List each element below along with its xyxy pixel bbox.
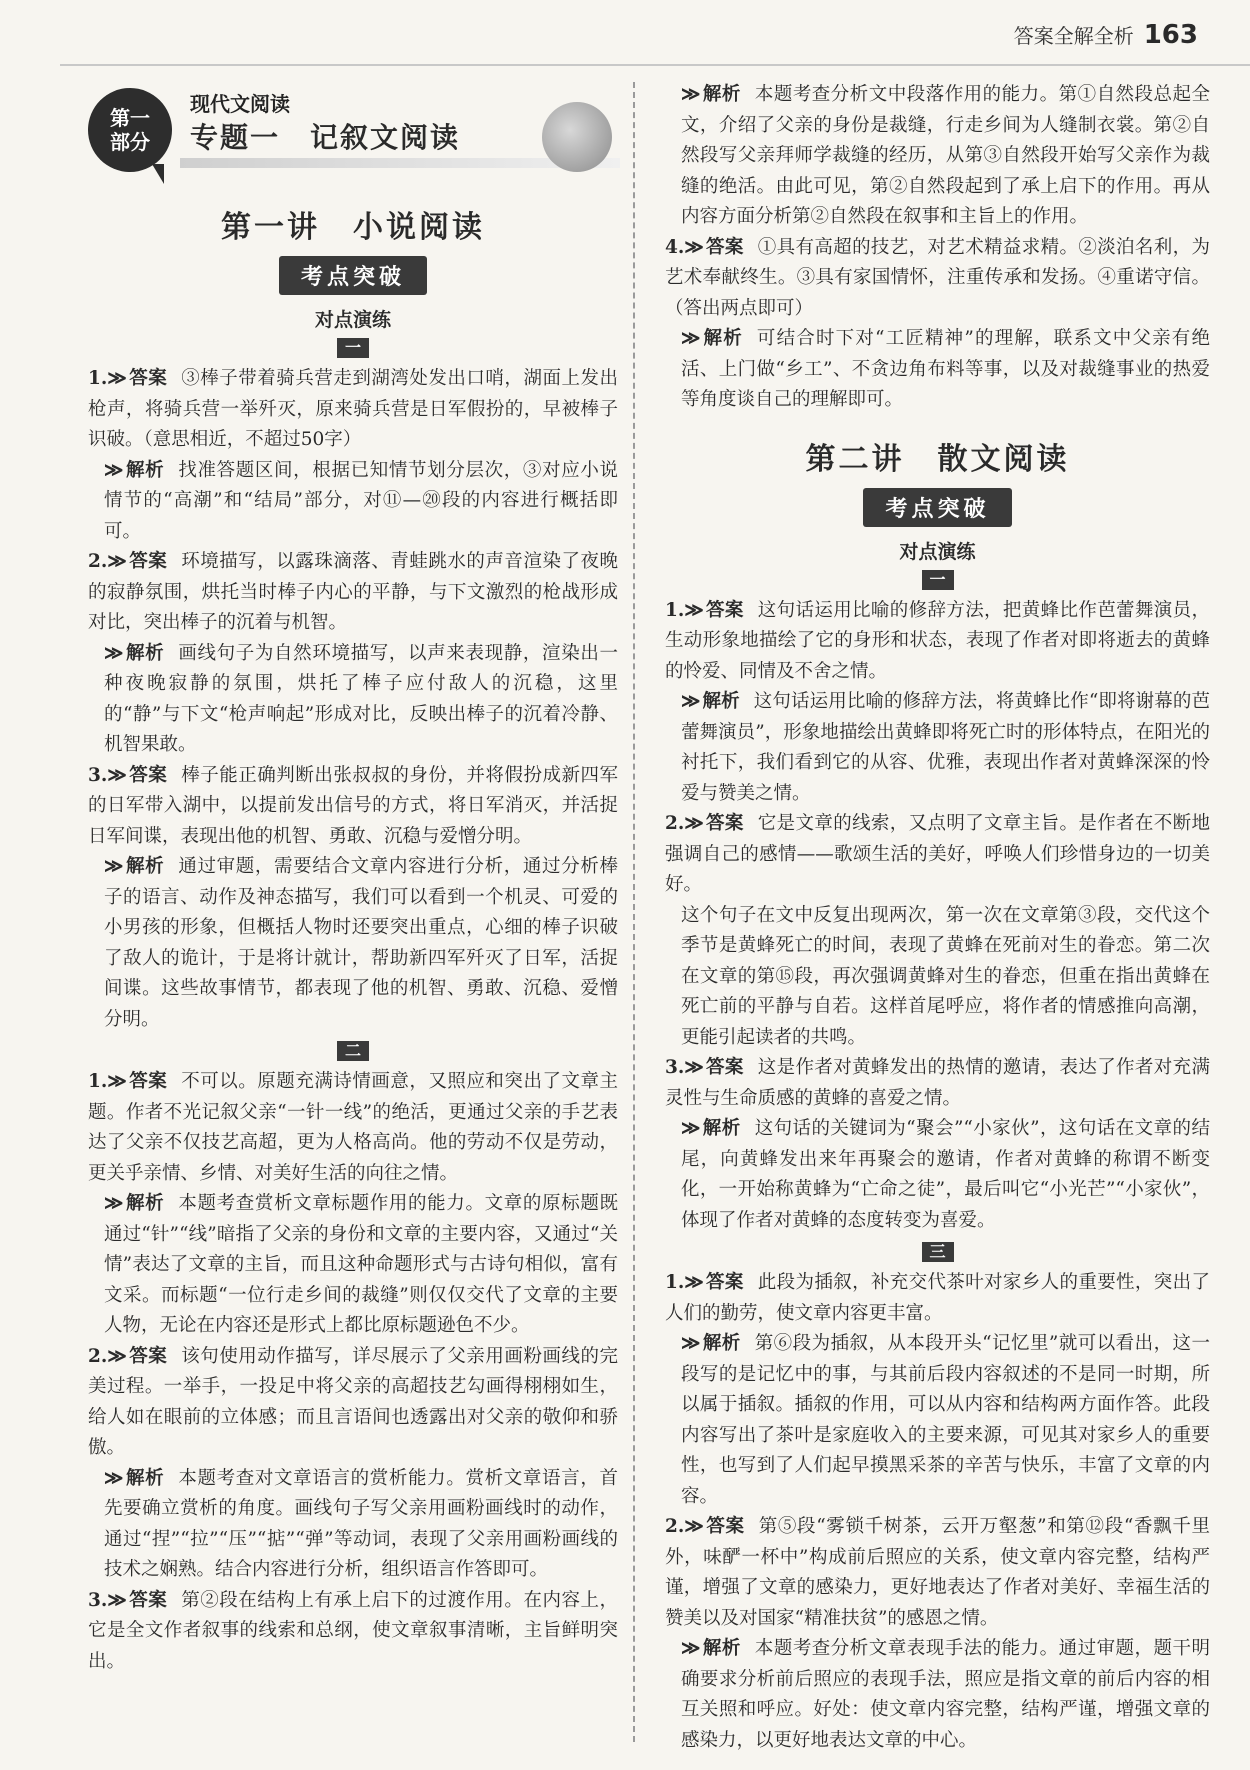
arrow-icon: ≫ xyxy=(681,328,701,349)
flower-decoration-icon xyxy=(542,102,612,172)
page-header xyxy=(1014,20,1198,54)
list-item: ≫ 解析 本题考查分析文章表现手法的能力。通过审题，题干明确要求分析前后照应的表现手法，照应是指文章的前后内容的相互关照和呼应。好处：使文章内容完整，结构严谨，增强文章的感染力，以更好地表达文章的中心。 xyxy=(681,1638,1210,1751)
arrow-icon: ≫ xyxy=(107,764,127,786)
list-item: ≫ 解析 通过审题，需要结合文章内容进行分析，通过分析棒子的语言、动作及神态描写，我们可以看到一个机灵、可爱的小男孩的形象，但概括人物时还要突出重点，心细的棒子识破了敌人的诡计，于是将计就计，帮助新四军歼灭了日军，活捉间谍。这些故事情节，都表现了他的机智、勇敢、沉稳、爱憎分明。 xyxy=(104,856,618,1030)
section-marker-2: 二 xyxy=(337,1041,369,1061)
part-subtitle: 现代文阅读 xyxy=(190,92,290,116)
part-badge xyxy=(88,88,172,172)
arrow-icon: ≫ xyxy=(104,642,124,664)
header-rule xyxy=(60,64,1250,66)
list-item: 1.≫ 答案 这句话运用比喻的修辞方法，把黄蜂比作芭蕾舞演员，生动形象地描绘了它的身形和状态，表现了作者对即将逝去的黄蜂的怜爱、同情及不舍之情。 xyxy=(665,599,1210,682)
practice-title-2: 对点演练 xyxy=(899,540,976,563)
arrow-icon: ≫ xyxy=(684,1057,704,1078)
section-marker-1: 一 xyxy=(337,338,369,358)
left-items-2 xyxy=(88,1067,618,1677)
arrow-icon: ≫ xyxy=(107,1071,127,1092)
arrow-icon: ≫ xyxy=(104,856,124,877)
list-item: 2.≫ 答案 环境描写，以露珠滴落、青蛙跳水的声音渲染了夜晚的寂静氛围，烘托当时棒子内心的平静，与下文激烈的枪战形成对比，突出棒子的沉着与机智。 xyxy=(88,551,618,633)
arrow-icon: ≫ xyxy=(681,1638,701,1659)
list-item: ≫ 解析 这句话的关键词为“聚会”“小家伙”，这句话在文章的结尾，向黄蜂发出来年再聚会的邀请，作者对黄蜂的称谓不断变化，一开始称黄蜂为“亡命之徒”，最后叫它“小光芒”“小家伙”，体现了作者对黄蜂的态度转变为喜爱。 xyxy=(681,1118,1210,1231)
key-points-tag-2: 考点突破 xyxy=(863,488,1011,527)
right-column xyxy=(665,80,1210,1756)
arrow-icon: ≫ xyxy=(684,813,704,834)
right-top-items xyxy=(665,80,1210,416)
list-item: ≫ 解析 第⑥段为插叙，从本段开头“记忆里”就可以看出，这一段写的是记忆中的事，与其前后段内容叙述的不是同一时期，所以属于插叙。插叙的作用，可以从内容和结构两方面作答。此段内容写出了茶叶是家庭收入的主要来源，可见其对家乡人的重要性，也写到了人们起早摸黑采茶的辛苦与快乐，丰富了文章的内容。 xyxy=(681,1333,1210,1507)
list-item: 3.≫ 答案 第②段在结构上有承上启下的过渡作用。在内容上，它是全文作者叙事的线索和总纲，使文章叙事清晰，主旨鲜明突出。 xyxy=(88,1589,618,1672)
badge-line2: 部分 xyxy=(110,130,150,154)
list-item: 2.≫ 答案 该句使用动作描写，详尽展示了父亲用画粉画线的完美过程。一举手，一投足中将父亲的高超技艺勾画得栩栩如生，给人如在眼前的立体感；而且言语间也透露出对父亲的敬仰和骄傲。 xyxy=(88,1345,618,1458)
list-item: 这个句子在文中反复出现两次，第一次在文章第③段，交代这个季节是黄蜂死亡的时间，表现了黄蜂在死前对生的眷恋。第二次在文章的第⑮段，再次强调黄蜂对生的眷恋，但重在指出黄蜂在死亡前的平静与自若。这样首尾呼应，将作者的情感推向高潮，更能引起读者的共鸣。 xyxy=(681,904,1210,1048)
arrow-icon: ≫ xyxy=(684,1272,704,1293)
list-item: ≫ 解析 可结合时下对“工匠精神”的理解，联系文中父亲有绝活、上门做“乡工”、不贪边角布料等事，以及对裁缝事业的热爱等角度谈自己的理解即可。 xyxy=(681,328,1210,410)
list-item: ≫ 解析 本题考查对文章语言的赏析能力。赏析文章语言，首先要确立赏析的角度。画线句子写父亲用画粉画线时的动作，通过“捏”“拉”“压”“掂”“弹”等动词，表现了父亲用画粉画线的技术之娴熟。结合内容进行分析，组织语言作答即可。 xyxy=(104,1467,618,1580)
list-item: 3.≫ 答案 棒子能正确判断出张叔叔的身份，并将假扮成新四军的日军带入湖中，以提前发出信号的方式，将日军消灭，并活捉日军间谍，表现出他的机智、勇敢、沉稳与爱憎分明。 xyxy=(88,764,618,847)
lecture-title-2: 第二讲 散文阅读 xyxy=(805,441,1070,477)
arrow-icon: ≫ xyxy=(681,691,701,712)
list-item: 3.≫ 答案 这是作者对黄蜂发出的热情的邀请，表达了作者对充满灵性与生命质感的黄蜂的喜爱之情。 xyxy=(665,1057,1210,1109)
column-divider xyxy=(633,82,635,1742)
arrow-icon: ≫ xyxy=(684,599,704,621)
part-banner xyxy=(88,80,618,196)
left-items-1 xyxy=(88,364,618,1035)
arrow-icon: ≫ xyxy=(104,1193,124,1214)
arrow-icon: ≫ xyxy=(681,1333,701,1354)
list-item: 1.≫ 答案 此段为插叙，补充交代茶叶对家乡人的重要性，突出了人们的勤劳，使文章内容更丰富。 xyxy=(665,1272,1210,1324)
arrow-icon: ≫ xyxy=(107,1589,127,1611)
arrow-icon: ≫ xyxy=(104,459,124,481)
list-item: 1.≫ 答案 不可以。原题充满诗情画意，又照应和突出了文章主题。作者不光记叙父亲“一针一线”的绝活，更通过父亲的手艺表达了父亲不仅技艺高超，更为人格高尚。他的劳动不仅是劳动，更关乎亲情、乡情、对美好生活的向往之情。 xyxy=(88,1071,618,1184)
lecture-title-1: 第一讲 小说阅读 xyxy=(221,210,485,245)
page-number: 163 xyxy=(1143,20,1198,50)
arrow-icon: ≫ xyxy=(107,368,127,389)
arrow-icon: ≫ xyxy=(684,1516,704,1537)
list-item: ≫ 解析 本题考查赏析文章标题作用的能力。文章的原标题既通过“针”“线”暗指了父亲的身份和文章的主要内容，又通过“关情”表达了文章的主旨，而且这种命题形式与古诗句相似，富有文采。而标题“一位行走乡间的裁缝”则仅仅交代了文章的主要人物，无论在内容还是形式上都比原标题逊色不少。 xyxy=(104,1193,618,1336)
arrow-icon: ≫ xyxy=(684,236,704,258)
key-points-tag: 考点突破 xyxy=(279,256,427,295)
section-marker-r3: 三 xyxy=(922,1242,954,1262)
list-item: ≫ 解析 本题考查分析文中段落作用的能力。第①自然段总起全文，介绍了父亲的身份是裁缝，行走乡间为人缝制衣裳。第②自然段写父亲拜师学裁缝的经历，从第③自然段开始写父亲作为裁缝的绝活。由此可见，第②自然段起到了承上启下的作用。再从内容方面分析第②自然段在叙事和主旨上的作用。 xyxy=(681,84,1210,227)
arrow-icon: ≫ xyxy=(681,84,701,105)
list-item: 4.≫ 答案 ①具有高超的技艺，对艺术精益求精。②淡泊名利，为艺术奉献终生。③具有家国情怀，注重传承和发扬。④重诺守信。（答出两点即可） xyxy=(665,236,1210,319)
badge-line1: 第一 xyxy=(110,106,150,130)
list-item: 2.≫ 答案 它是文章的线索，又点明了文章主旨。是作者在不断地强调自己的感情——歌颂生活的美好，呼唤人们珍惜身边的一切美好。 xyxy=(665,813,1210,895)
arrow-icon: ≫ xyxy=(681,1118,701,1139)
right-items-1 xyxy=(665,596,1210,1237)
right-items-3 xyxy=(665,1268,1210,1756)
arrow-icon: ≫ xyxy=(107,1345,127,1367)
practice-title: 对点演练 xyxy=(314,309,391,331)
arrow-icon: ≫ xyxy=(107,551,127,572)
list-item: ≫ 解析 找准答题区间，根据已知情节划分层次，③对应小说情节的“高潮”和“结局”部分，对⑪—⑳段的内容进行概括即可。 xyxy=(104,459,618,542)
arrow-icon: ≫ xyxy=(104,1467,124,1489)
list-item: ≫ 解析 画线句子为自然环境描写，以声来表现静，渲染出一种夜晚寂静的氛围，烘托了棒子应付敌人的沉稳，这里的“静”与下文“枪声响起”形成对比，反映出棒子的沉着冷静、机智果敢。 xyxy=(104,642,618,755)
header-label: 答案全解全析 xyxy=(1013,24,1134,48)
section-marker-r1: 一 xyxy=(922,570,954,590)
list-item: 1.≫ 答案 ③棒子带着骑兵营走到湖湾处发出口哨，湖面上发出枪声，将骑兵营一举歼灭，原来骑兵营是日军假扮的，早被棒子识破。（意思相近，不超过50字） xyxy=(88,368,618,450)
left-column xyxy=(88,80,618,1677)
part-title: 专题一 记叙文阅读 xyxy=(190,121,461,154)
list-item: 2.≫ 答案 第⑤段“雾锁千树茶，云开万壑葱”和第⑫段“香飘千里外，味酽一杯中”构成前后照应的关系，使文章内容完整，结构严谨，增强了文章的感染力，更好地表达了作者对美好、幸福生活的赞美以及对国家“精准扶贫”的感恩之情。 xyxy=(665,1516,1210,1629)
list-item: ≫ 解析 这句话运用比喻的修辞方法，将黄蜂比作“即将谢幕的芭蕾舞演员”，形象地描绘出黄蜂即将死亡时的形体特点，在阳光的衬托下，我们看到它的从容、优雅，表现出作者对黄蜂深深的怜爱与赞美之情。 xyxy=(681,691,1210,804)
